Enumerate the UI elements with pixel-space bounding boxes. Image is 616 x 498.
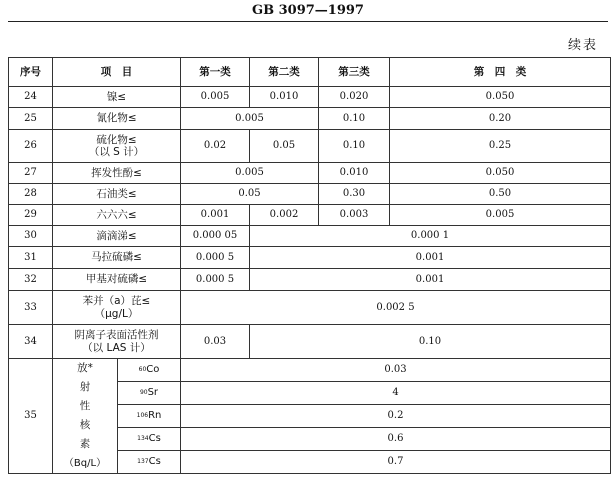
row-item [53,291,181,325]
row-item: 挥发性酚≤ [53,163,181,184]
value-class3: 0.003 [319,205,390,226]
row-item-line1: 苯并（a）芘≤ [82,295,151,308]
value-class3: 0.010 [319,163,390,184]
row-item: 六六六≤ [53,205,181,226]
value-class2-4: 0.001 [250,247,611,269]
water-quality-table [8,57,611,474]
value-class4: 0.050 [390,163,611,184]
value-class1: 0.000 5 [181,247,250,269]
value-class1: 0.03 [181,325,250,359]
value-class2: 0.010 [250,87,319,108]
row-no: 31 [9,247,53,269]
row-no: 35 [9,359,53,474]
row-item-line1: 阴离子表面活性剂 [74,329,159,342]
value-class3: 0.10 [319,108,390,130]
value-class2-4: 0.000 1 [250,226,611,247]
value-class2-4: 0.001 [250,269,611,291]
col-header-class3: 第三类 [319,58,390,87]
radionuclide-label [53,359,117,473]
nuclide-value: 0.03 [181,359,611,382]
col-header-class2: 第二类 [250,58,319,87]
row-item: 马拉硫磷≤ [53,247,181,269]
value-class2: 0.05 [250,130,319,163]
value-class4: 0.50 [390,184,611,205]
nuclide-item: 106 Rn [118,405,180,428]
row-item [53,325,181,359]
value-class3: 0.10 [319,130,390,163]
value-class1: 0.001 [181,205,250,226]
row-item: 甲基对硫磷≤ [53,269,181,291]
radionuclide-label-char: 性 [79,400,91,412]
table-header-row [9,58,611,87]
col-header-class1: 第一类 [181,58,250,87]
radionuclide-unit: （Bq/L） [63,458,107,469]
nuclide-value: 0.2 [181,405,611,428]
radionuclide-label-char: 素 [79,438,91,450]
row-no: 26 [9,130,53,163]
table-row [9,130,611,163]
row-item-line2: （以 LAS 计） [82,341,151,354]
value-class1-2: 0.05 [181,184,319,205]
table-row [9,247,611,269]
value-class1: 0.000 5 [181,269,250,291]
row-no: 34 [9,325,53,359]
value-class2-4: 0.10 [250,325,611,359]
row-no: 30 [9,226,53,247]
value-class1: 0.005 [181,87,250,108]
table-row [9,87,611,108]
nuclide-item: 60 Co [118,359,180,382]
nuclide-value: 0.7 [181,451,611,474]
table-row [9,184,611,205]
value-class4: 0.25 [390,130,611,163]
value-class1-2: 0.005 [181,108,319,130]
col-header-no: 序号 [9,58,53,87]
col-header-class4: 第 四 类 [390,58,611,87]
row-item: 镍≤ [53,87,181,108]
radionuclide-label-char: 放* [77,362,93,374]
row-item-line2: （μg/L） [94,307,139,320]
table-row [9,205,611,226]
value-class1: 0.02 [181,130,250,163]
table-row-radionuclide [9,359,611,382]
nuclide-item: 137 Cs [137,456,161,468]
row-no: 33 [9,291,53,325]
nuclide-list [117,359,180,473]
row-no: 25 [9,108,53,130]
row-item: 氰化物≤ [53,108,181,130]
table-row [9,108,611,130]
table-row [9,325,611,359]
header-rule [8,21,608,22]
nuclide-item: 90 Sr [118,382,180,405]
value-class2: 0.002 [250,205,319,226]
radionuclide-label-char: 射 [79,381,91,393]
nuclide-item: 134 Cs [118,428,180,451]
value-class4: 0.050 [390,87,611,108]
nuclide-value: 4 [181,382,611,405]
standard-code: GB 3097—1997 [252,3,364,18]
row-item [53,130,181,163]
continued-label: 续表 [567,38,598,53]
value-class3: 0.30 [319,184,390,205]
table-row [9,226,611,247]
row-no: 32 [9,269,53,291]
row-no: 28 [9,184,53,205]
value-class1: 0.000 05 [181,226,250,247]
row-no: 29 [9,205,53,226]
row-no: 27 [9,163,53,184]
col-header-item: 项 目 [53,58,181,87]
value-class4: 0.005 [390,205,611,226]
row-no: 24 [9,87,53,108]
table-row [9,291,611,325]
radionuclide-label-char: 核 [79,419,91,431]
radionuclide-group [53,359,181,474]
value-all-classes: 0.002 5 [181,291,611,325]
row-item-line1: 硫化物≤ [96,133,137,146]
value-class1-2: 0.005 [181,163,319,184]
row-item-line2: （以 S 计） [88,146,145,158]
value-class4: 0.20 [390,108,611,130]
nuclide-value: 0.6 [181,428,611,451]
table-row [9,269,611,291]
value-class3: 0.020 [319,87,390,108]
row-item: 滴滴涕≤ [53,226,181,247]
table-row [9,163,611,184]
row-item: 石油类≤ [53,184,181,205]
